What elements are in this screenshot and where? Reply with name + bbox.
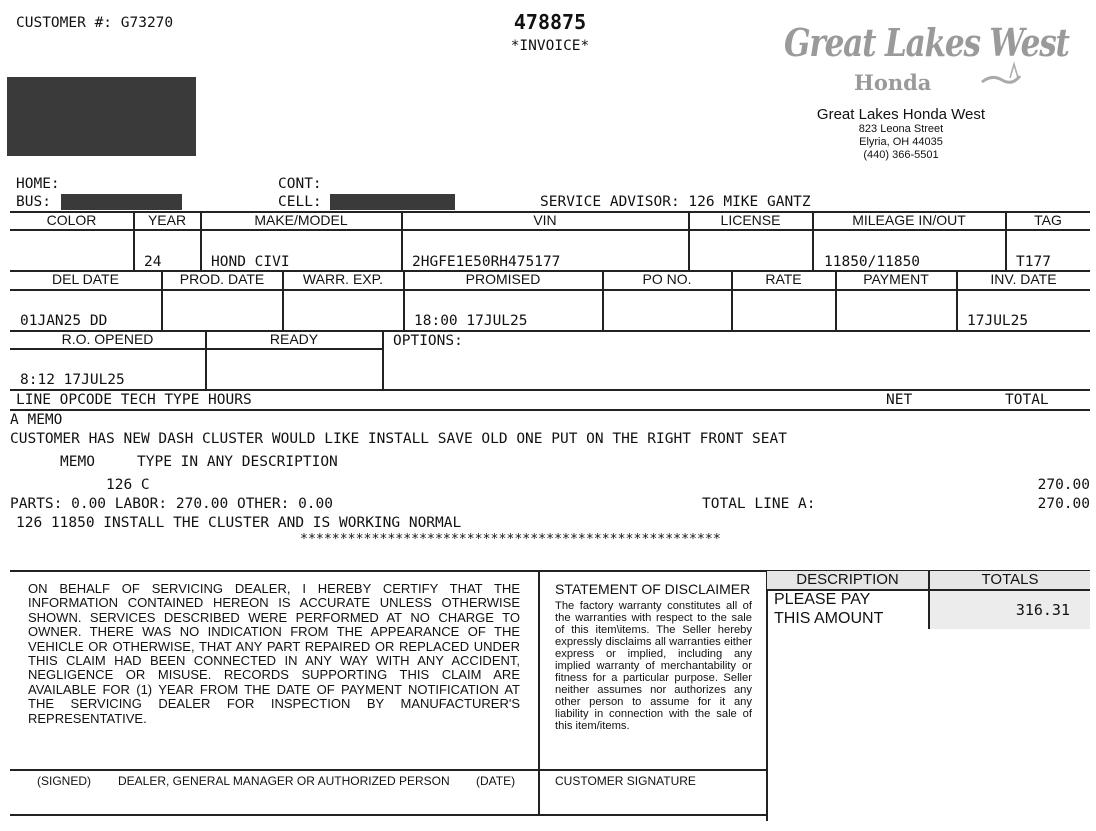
grid-divider — [382, 330, 384, 389]
po-no-header: PO NO. — [642, 271, 692, 287]
ro-opened-value: 8:12 17JUL25 — [20, 372, 125, 388]
disclaimer-text: The factory warranty constitutes all of the warranties with respect to the sale of this item\items. The Seller hereby expressly disclaims all warranties either express or implied, including any implied warranty of merchantability or fitness for a particular purpose. Seller neither assumes nor authorizes any other person to assume for it any liability in connection with the sale of this item/items. — [555, 600, 752, 732]
dealer-street: 823 Leona Street — [858, 123, 944, 135]
vehicle-grid-header-line — [10, 229, 1090, 231]
job-complaint: CUSTOMER HAS NEW DASH CLUSTER WOULD LIKE INSTALL SAVE OLD ONE PUT ON THE RIGHT FRONT SEAT — [10, 431, 787, 447]
job-separator: ***************************************************** — [300, 532, 721, 547]
please-pay-line-2: THIS AMOUNT — [774, 610, 884, 627]
disclaimer-title: STATEMENT OF DISCLAIMER — [555, 581, 751, 597]
inv-date-value: 17JUL25 — [967, 313, 1029, 329]
customer-number — [16, 15, 173, 31]
service-advisor-value: 126 MIKE GANTZ — [688, 194, 811, 210]
redacted-customer-address — [7, 77, 196, 156]
del-date-header: DEL DATE — [52, 271, 119, 287]
redacted-bus-phone — [61, 194, 182, 210]
dealer-phone: (440) 366-5501 — [863, 149, 939, 161]
dealer-signature-label: DEALER, GENERAL MANAGER OR AUTHORIZED PERSON — [118, 774, 450, 788]
promised-header: PROMISED — [465, 271, 541, 287]
year-header: YEAR — [147, 212, 187, 228]
options-label: OPTIONS: — [393, 333, 463, 349]
redacted-cell-phone — [330, 194, 455, 210]
totals-header: TOTALS — [981, 571, 1039, 588]
license-header: LICENSE — [720, 212, 781, 228]
job-correction: 126 11850 INSTALL THE CLUSTER AND IS WORKING NORMAL — [16, 515, 462, 531]
amount-due: 316.31 — [1015, 601, 1070, 619]
date-label: (DATE) — [476, 774, 516, 788]
please-pay-line-1: PLEASE PAY — [774, 591, 871, 608]
ready-header: READY — [269, 331, 319, 347]
del-date-value: 01JAN25 DD — [20, 313, 108, 329]
logo-script: Great Lakes West — [784, 20, 1069, 65]
customer-value: G73270 — [120, 15, 174, 31]
prod-date-header: PROD. DATE — [179, 271, 265, 287]
vin-value: 2HGFE1E50RH475177 — [412, 254, 561, 270]
net-header: NET — [886, 392, 913, 408]
ro-grid-header-line — [10, 348, 382, 350]
make-model-header: MAKE/MODEL — [254, 212, 348, 228]
footer-divider — [766, 570, 768, 821]
dealer-city: Elyria, OH 44035 — [859, 136, 943, 148]
dates-grid-header-line — [10, 289, 1090, 291]
footer-divider — [538, 570, 540, 815]
invoice-label: *INVOICE* — [510, 38, 590, 54]
job-opcode-desc: TYPE IN ANY DESCRIPTION — [137, 454, 338, 470]
job-tech-type: 126 C — [106, 477, 150, 493]
wave-icon — [980, 58, 1022, 88]
lines-header-left: LINE OPCODE TECH TYPE HOURS — [16, 392, 252, 408]
please-pay-label — [774, 590, 883, 628]
inv-date-header: INV. DATE — [990, 271, 1057, 287]
invoice-number: 478875 — [513, 10, 587, 34]
tag-value: T177 — [1016, 254, 1051, 270]
signature-line — [10, 769, 766, 771]
total-header: TOTAL — [1005, 392, 1049, 408]
cont-label: CONT: — [278, 176, 322, 192]
mileage-value: 11850/11850 — [824, 254, 921, 270]
ro-opened-header: R.O. OPENED — [61, 331, 154, 347]
certification-text: ON BEHALF OF SERVICING DEALER, I HEREBY CERTIFY THAT THE INFORMATION CONTAINED HEREON IS ACCURATE UNLESS OTHERWISE SHOWN. SERVICES DESCRIBED WERE PERFORMED AT NO CHARGE TO OWNER. THERE WAS NO INDICATION FROM THE APPEARANCE OF THE VEHICLE OR OTHERWISE, THAT ANY PART REPAIRED OR REPLACED UNDER THIS CLAIM HAD BEEN CONNECTED IN ANY WAY WITH ANY ACCIDENT, NEGLIGENCE OR MISUSE. RECORDS SUPPORTING THIS CLAIM ARE AVAILABLE FOR (1) YEAR FROM THE DATE OF PAYMENT NOTIFICATION AT THE SERVICING DEALER FOR INSPECTION BY MANUFACTURER'S REPRESENTATIVE. — [28, 581, 520, 726]
total-line-value: 270.00 — [1037, 496, 1090, 512]
job-line-title: A MEMO — [10, 412, 63, 428]
payment-header: PAYMENT — [863, 271, 929, 287]
ro-grid-bottom — [10, 389, 1090, 391]
service-advisor — [540, 194, 811, 210]
rate-header: RATE — [765, 271, 802, 287]
tag-header: TAG — [1034, 212, 1062, 228]
vin-header: VIN — [533, 212, 557, 228]
total-line-label: TOTAL LINE A: — [702, 496, 816, 512]
job-summary: PARTS: 0.00 LABOR: 270.00 OTHER: 0.00 — [10, 496, 334, 512]
job-line-amount: 270.00 — [1037, 477, 1090, 493]
dealer-address — [790, 123, 1012, 162]
promised-value: 18:00 17JUL25 — [414, 313, 528, 329]
mileage-header: MILEAGE IN/OUT — [852, 212, 966, 228]
lines-header-rule — [10, 409, 1090, 411]
service-advisor-label: SERVICE ADVISOR: — [540, 194, 680, 210]
customer-signature-label: CUSTOMER SIGNATURE — [555, 774, 696, 788]
color-header: COLOR — [46, 212, 97, 228]
job-opcode: MEMO — [60, 454, 95, 470]
customer-label: CUSTOMER #: — [16, 15, 113, 31]
description-header: DESCRIPTION — [796, 571, 899, 588]
make-model-value: HOND CIVI — [211, 254, 290, 270]
dealer-logo — [784, 20, 1069, 96]
cell-label: CELL: — [278, 194, 322, 210]
dealer-name: Great Lakes Honda West — [816, 106, 986, 123]
signed-label: (SIGNED) — [37, 774, 91, 788]
home-label: HOME: — [16, 176, 60, 192]
footer-bottom-rule — [10, 814, 766, 816]
bus-label: BUS: — [16, 194, 51, 210]
logo-brand: Honda — [854, 70, 932, 95]
year-value: 24 — [144, 254, 162, 270]
warr-exp-header: WARR. EXP. — [302, 271, 384, 287]
